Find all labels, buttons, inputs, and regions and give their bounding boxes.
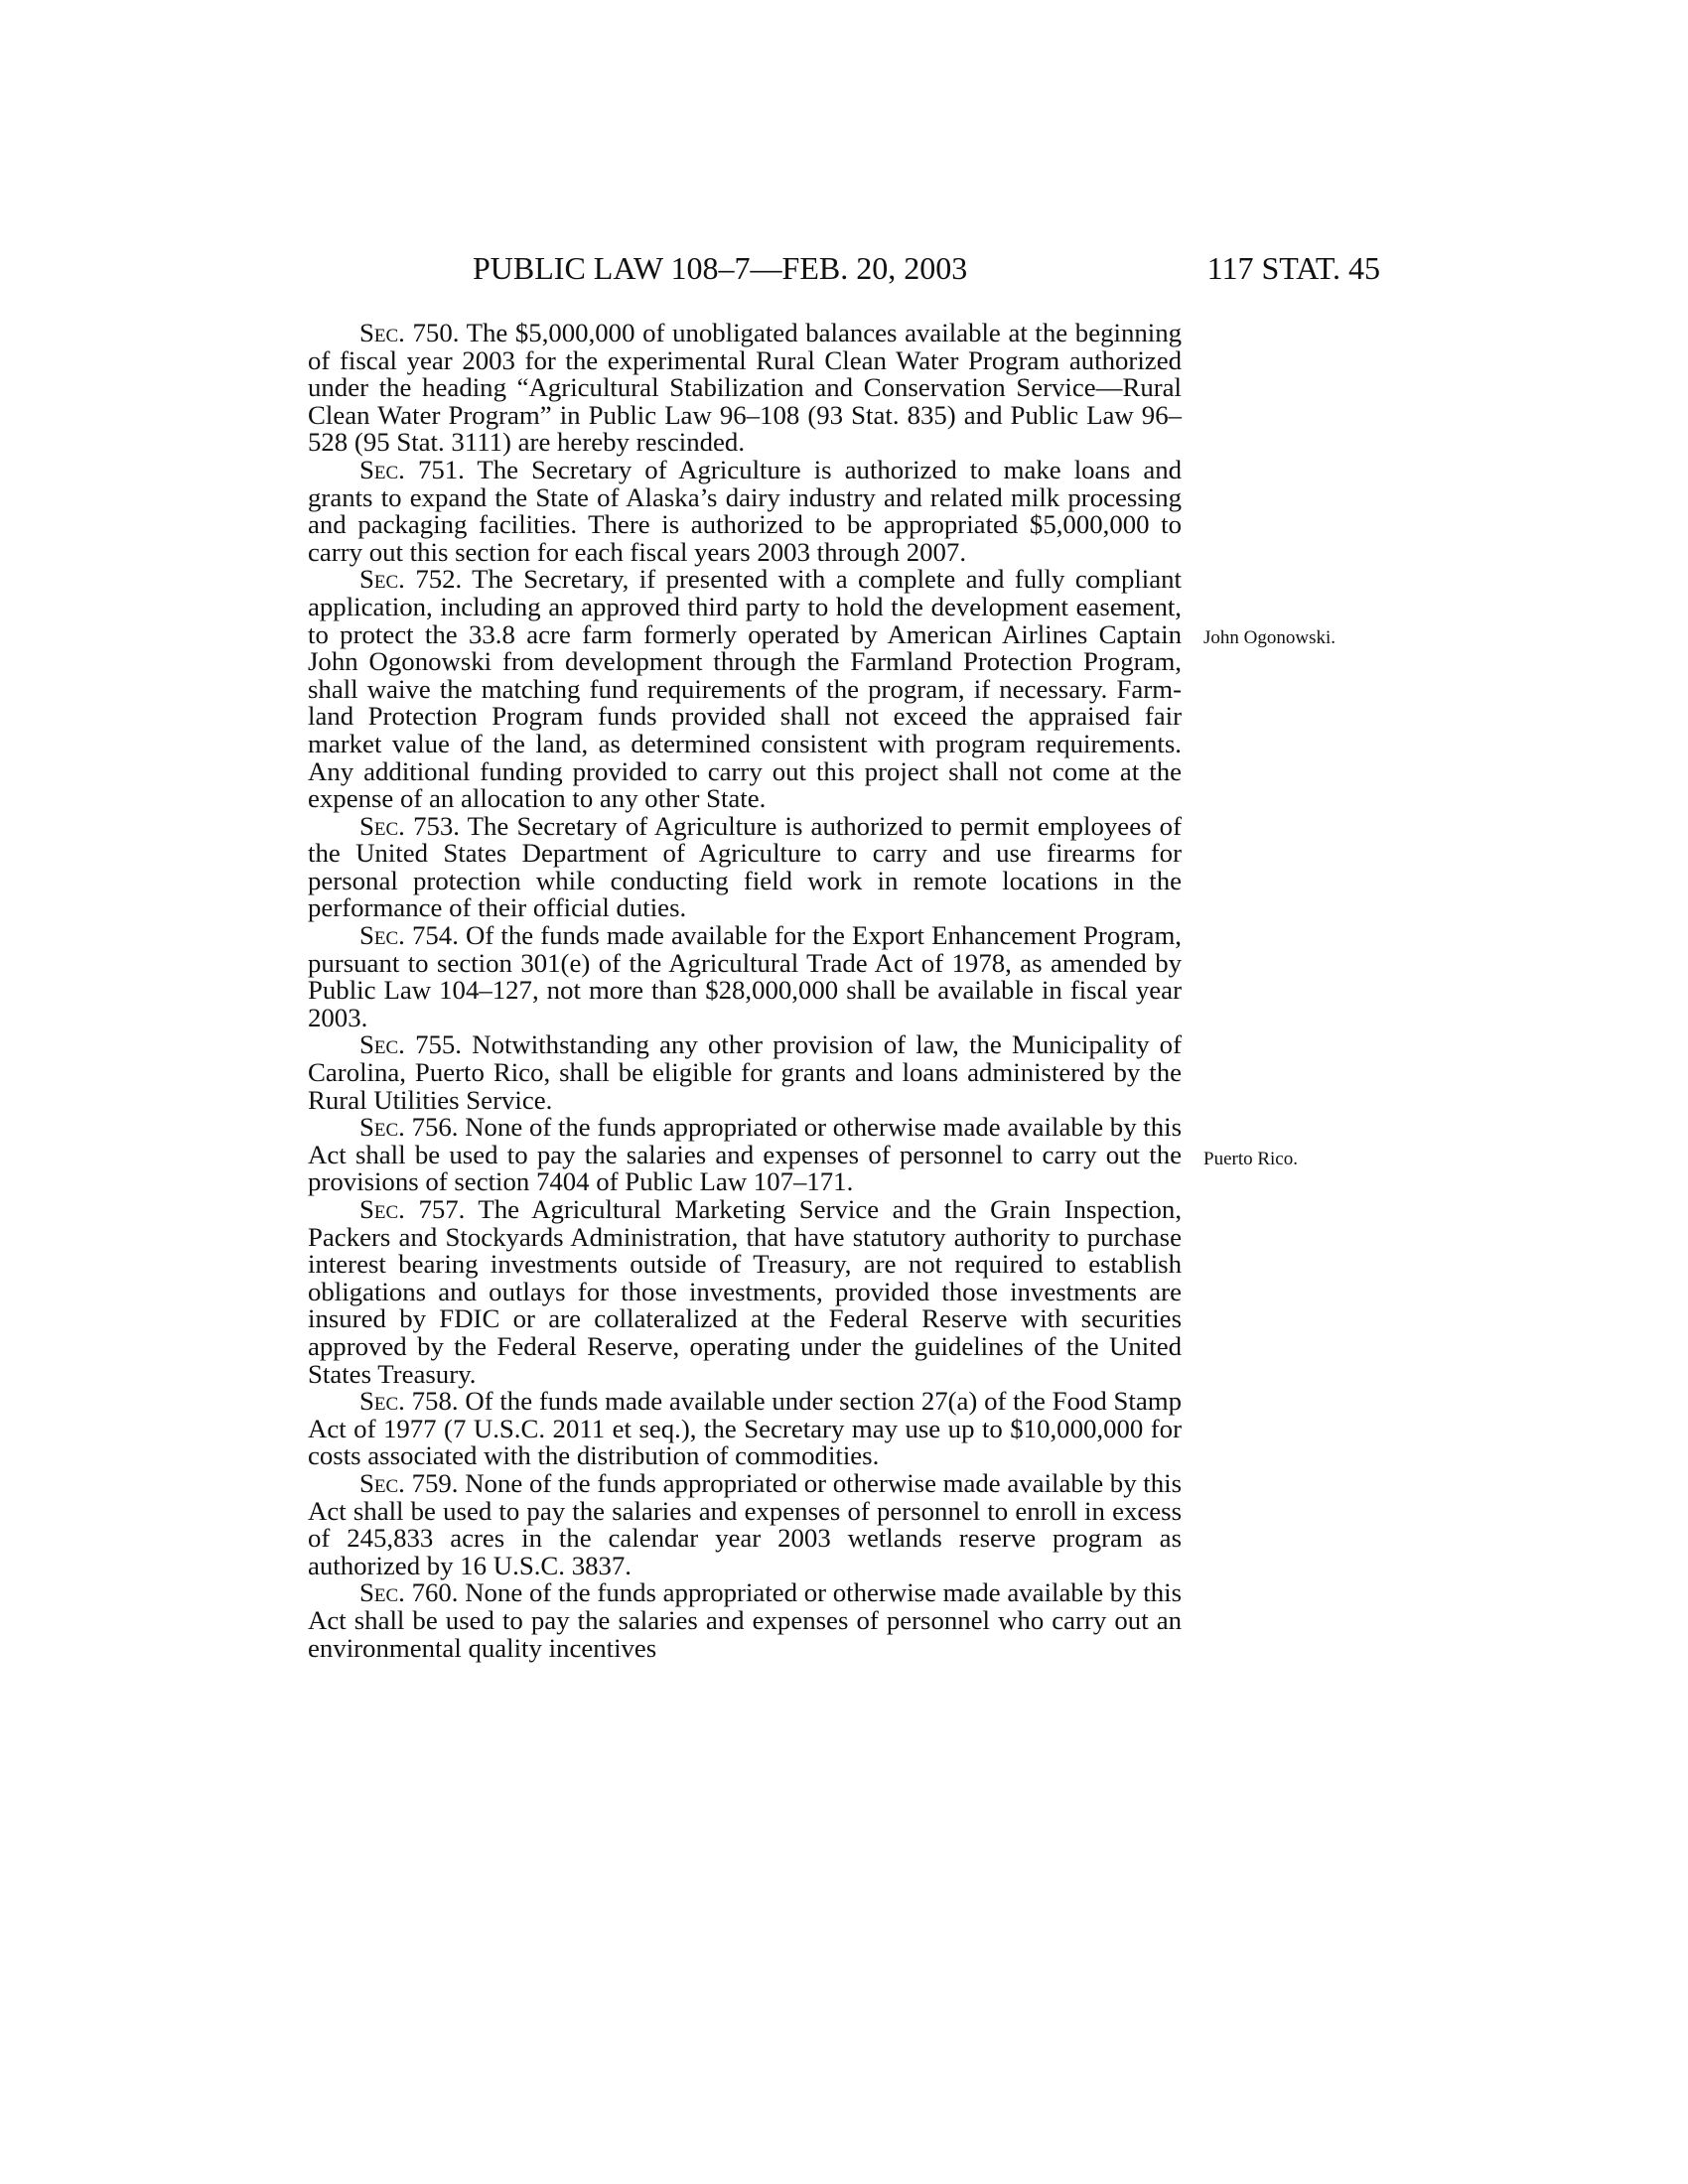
section-label: Sec. bbox=[359, 1112, 405, 1143]
section-text: The Secretary of Agriculture is authorized to permit employees of the United States Department of Agriculture to carry and use firearms for personal protection while conducting field work in remote locations in the performance of their official duties. bbox=[308, 810, 1183, 923]
section-756 bbox=[308, 1114, 1182, 1196]
section-label: Sec. bbox=[359, 1194, 405, 1224]
section-text: The $5,000,000 of unobligated balances available at the beginning of fiscal year 2003 for the experimental Rural Clean Water Program authorized under the heading “Agricultural Stabilization and Conservation Service—Rural Clean Water Program” in Public Law 96–108 (93 Stat. 835) and Public Law 96–528 (95 Stat. 3111) are hereby rescinded. bbox=[308, 318, 1182, 458]
section-text: Of the funds made available under section 27(a) of the Food Stamp Act of 1977 (7 U.S.C. 2011 et seq.), the Secretary may use up to $10,000,000 for costs associated with the distribution of commodities. bbox=[308, 1386, 1183, 1471]
section-text: The Secretary of Agriculture is authorized to make loans and grants to expand the State of Alaska’s dairy industry and related milk processing and packaging facilities. There is authorized to be appropriated $5,000,000 to carry out this section for each fiscal years 2003 through 2007. bbox=[308, 454, 1183, 567]
section-text: The Secretary, if presented with a complete and fully compliant application, including an approved third party to hold the development easement, to protect the 33.8 acre farm formerly operated by American Airlines Captain John Ogonowski from development through the Farmland Protection Program, shall waive the matching fund requirements of the program, if necessary. Farmland Protection Program funds provided shall not exceed the appraised fair market value of the land, as determined consistent with program requirements. Any additional funding provided to carry out this project shall not come at the expense of an allocation to any other State. bbox=[308, 564, 1182, 814]
section-text: The Agricultural Marketing Service and the Grain Inspection, Packers and Stockyards Administration, that have statutory authority to purchase interest bearing investments outside of Treasury, are not required to establish obligations and outlays for those investments, provided those investments are insured by FDIC or are collateralized at the Federal Reserve with securities approved by the Federal Reserve, operating under the guidelines of the United States Treasury. bbox=[308, 1194, 1183, 1389]
section-number: 757. bbox=[418, 1194, 466, 1224]
section-label: Sec. bbox=[359, 1577, 405, 1608]
section-753 bbox=[308, 810, 1183, 923]
section-number: 760. bbox=[411, 1577, 459, 1608]
section-number: 750. bbox=[412, 318, 460, 347]
section-number: 759. bbox=[411, 1467, 459, 1498]
section-number: 754. bbox=[412, 920, 459, 951]
section-754 bbox=[308, 922, 1182, 1031]
section-text: None of the funds appropriated or otherwise made available by this Act shall be used to pay the salaries and expenses of personnel who carry out an environmental quality incentives bbox=[308, 1577, 1183, 1663]
section-757 bbox=[308, 1196, 1182, 1388]
section-text: Of the funds made available for the Export Enhancement Program, pursuant to section 301(e) of the Agricultural Trade Act of 1978, as amended by Public Law 104–127, not more than $28,000,000 shall be available in fiscal year 2003. bbox=[308, 920, 1182, 1032]
section-label: Sec. bbox=[359, 454, 405, 484]
section-label: Sec. bbox=[359, 1467, 405, 1498]
section-label: Sec. bbox=[359, 318, 405, 347]
section-number: 756. bbox=[411, 1112, 459, 1143]
section-label: Sec. bbox=[359, 1386, 405, 1417]
section-label: Sec. bbox=[359, 564, 405, 595]
section-758 bbox=[308, 1388, 1182, 1470]
section-number: 752. bbox=[415, 564, 463, 595]
section-number: 753. bbox=[413, 810, 460, 841]
page-header-title: PUBLIC LAW 108–7—FEB. 20, 2003 bbox=[473, 250, 968, 286]
section-752 bbox=[308, 566, 1182, 812]
section-label: Sec. bbox=[359, 810, 405, 841]
running-head bbox=[308, 250, 1380, 290]
section-755 bbox=[308, 1031, 1182, 1114]
section-751 bbox=[308, 454, 1183, 567]
section-number: 755. bbox=[415, 1029, 463, 1060]
section-label: Sec. bbox=[359, 920, 405, 951]
section-text: None of the funds appropriated or otherwise made available by this Act shall be used to pay the salaries and expenses of personnel to carry out the provisions of section 7404 of Public Law 107–171. bbox=[308, 1112, 1183, 1197]
section-text: None of the funds appropriated or otherwise made available by this Act shall be used to pay the salaries and expenses of personnel to enroll in excess of 245,833 acres in the calendar year 2003 wetlands reserve program as authorized by 16 U.S.C. 3837. bbox=[308, 1467, 1183, 1580]
section-750 bbox=[308, 320, 1182, 457]
statute-body bbox=[308, 320, 1182, 1662]
section-label: Sec. bbox=[359, 1029, 405, 1060]
margin-note-puerto-rico: Puerto Rico. bbox=[1203, 1149, 1298, 1169]
margin-note-john-ogonowski: John Ogonowski. bbox=[1203, 627, 1336, 648]
page-header-stat: 117 STAT. 45 bbox=[1206, 250, 1380, 286]
section-759 bbox=[308, 1467, 1183, 1580]
section-760 bbox=[308, 1579, 1182, 1662]
section-text: Notwithstanding any other provision of law, the Municipality of Carolina, Puerto Rico, shall be eligible for grants and loans administered by the Rural Utilities Service. bbox=[308, 1029, 1183, 1115]
section-number: 751. bbox=[417, 454, 465, 484]
section-number: 758. bbox=[411, 1386, 459, 1417]
